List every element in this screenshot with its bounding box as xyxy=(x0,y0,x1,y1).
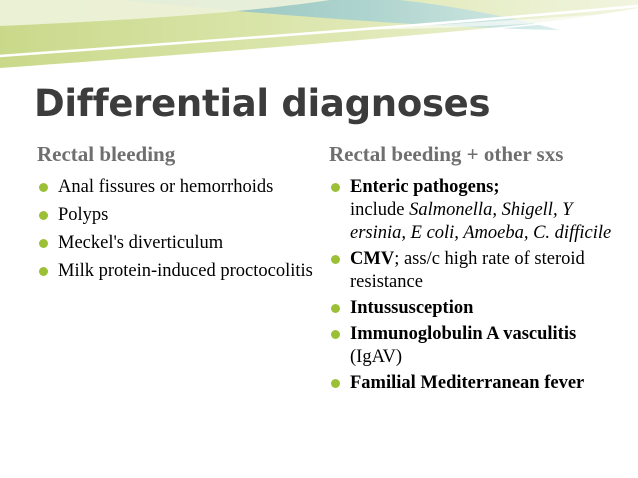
list-item-text: Polyps xyxy=(58,205,109,225)
list-item-text: Anal fissures or hemorrhoids xyxy=(58,177,274,197)
left-column-list xyxy=(38,176,328,288)
list-item-italic: Salmonella, Shigell, Y ersinia, E coli, Amoeba, C. difficile xyxy=(350,200,612,243)
list-item xyxy=(330,297,625,320)
bullet-icon xyxy=(39,211,48,220)
header-swoosh-decoration xyxy=(0,0,638,80)
list-item-bold: Enteric pathogens; xyxy=(350,177,500,197)
list-item-text: ; ass/c high rate of steroid resistance xyxy=(350,249,585,292)
bullet-icon xyxy=(331,183,340,192)
list-item xyxy=(330,323,625,369)
list-item xyxy=(38,204,328,227)
list-item-text: Milk protein-induced proctocolitis xyxy=(58,261,313,281)
bullet-icon xyxy=(331,255,340,264)
list-item-bold: CMV xyxy=(350,249,395,269)
list-item xyxy=(330,248,625,294)
bullet-icon xyxy=(331,379,340,388)
list-item-bold: Familial Mediterranean fever xyxy=(350,373,585,393)
bullet-icon xyxy=(39,267,48,276)
bullet-icon xyxy=(39,239,48,248)
right-column-list xyxy=(330,176,625,398)
slide-title: Differential diagnoses xyxy=(34,82,491,125)
left-column-heading: Rectal bleeding xyxy=(37,142,176,166)
bullet-icon xyxy=(331,304,340,313)
right-column-heading: Rectal beeding + other sxs xyxy=(329,142,564,166)
list-item xyxy=(38,176,328,199)
list-item xyxy=(38,232,328,255)
list-item xyxy=(38,260,328,283)
list-item-bold: Immunoglobulin A vasculitis xyxy=(350,324,577,344)
bullet-icon xyxy=(331,330,340,339)
list-item xyxy=(330,176,625,245)
bullet-icon xyxy=(39,183,48,192)
list-item xyxy=(330,372,625,395)
list-item-bold: Intussusception xyxy=(350,298,474,318)
list-item-text: Meckel's diverticulum xyxy=(58,233,224,253)
list-item-text: (IgAV) xyxy=(350,347,403,367)
list-item-text: include xyxy=(350,200,405,220)
